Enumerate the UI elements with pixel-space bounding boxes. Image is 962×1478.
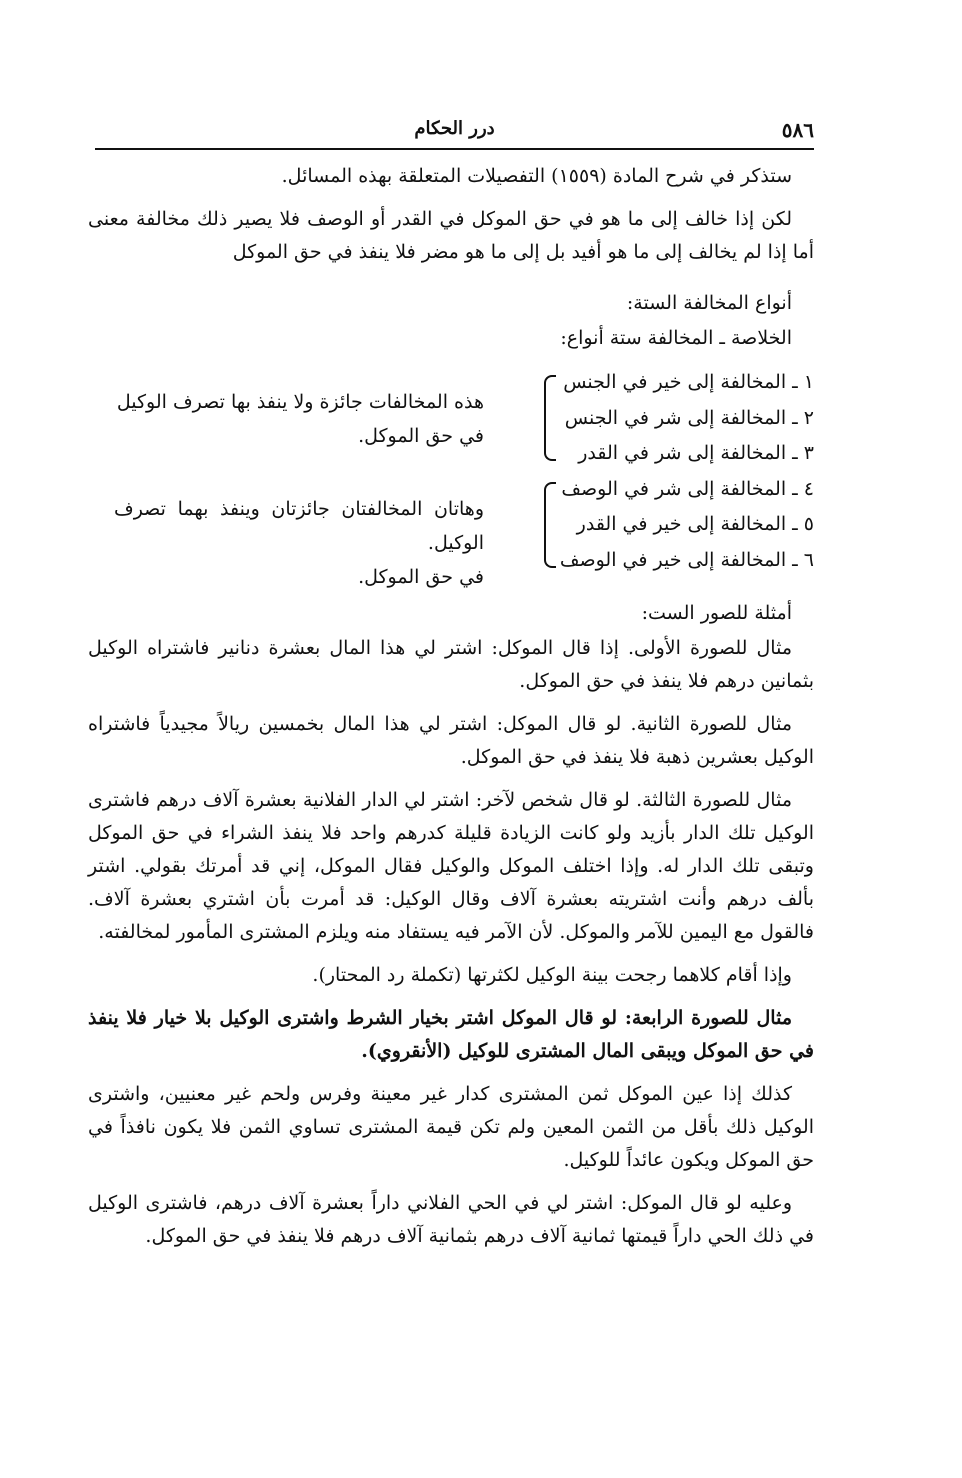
- example-paragraph: مثال للصورة الثالثة. لو قال شخص لآخر: اشتر لي الدار الفلانية بعشرة آلاف درهم فاشترى الوكيل تلك الدار بأزيد ولو كانت الزيادة قليلة كدرهم واحد فلا ينفذ الشراء في حق الموكل وتبقى تلك الدار له. وإذا اختلف الموكل والوكيل فقال الموكل، إني قد أمرتك بقولي. اشتر بألف درهم وأنت اشتريته بعشرة آلاف وقال الوكيل: قد أمرت بأن اشتري بعشرة آلاف. فالقول مع اليمين للآمر والموكل. لأن الآمر فيه يستفاد منه ويلزم المشترى المأمور لمخالفته.: [88, 789, 814, 943]
- paragraph: ستذكر في شرح المادة (١٥٥٩) التفصيلات المتعلقة بهذه المسائل.: [281, 165, 792, 187]
- list-item: ١ ـ المخالفة إلى خير في الجنس: [563, 371, 814, 393]
- example-paragraph: وإذا أقام كلاهما رجحت بينة الوكيل لكثرتها (تكملة رد المحتار).: [312, 964, 792, 986]
- note-group-2: [114, 492, 484, 594]
- note-line: هذه المخالفات جائزة ولا ينفذ بها تصرف الوكيل: [116, 391, 484, 413]
- note-line: في حق الموكل.: [358, 566, 484, 588]
- note-line: وهاتان المخالفتان جائزتان وينفذ بهما تصرف الوكيل.: [114, 498, 484, 554]
- page-header: [95, 118, 814, 150]
- example-paragraph: مثال للصورة الثانية. لو قال الموكل: اشتر لي هذا المال بخمسين ريالاً مجيدياً فاشتراه الوكيل بعشرين ذهبة فلا ينفذ في حق الموكل.: [88, 713, 814, 768]
- list-item: ٣ ـ المخالفة إلى شر في القدر: [578, 442, 814, 464]
- summary-line: الخلاصة ـ المخالفة ستة أنواع:: [560, 327, 792, 349]
- example-paragraph: مثال للصورة الرابعة: لو قال الموكل اشتر بخيار الشرط واشترى الوكيل بلا خيار فلا ينفذ في حق الموكل ويبقى المال المشترى للوكيل (الأنقروي).: [88, 1007, 814, 1062]
- list-item: ٢ ـ المخالفة إلى شر في الجنس: [564, 406, 814, 429]
- example-paragraph: وعليه لو قال الموكل: اشتر لي في الحي الفلاني داراً بعشرة آلاف درهم، فاشترى الوكيل في ذلك الحي داراً قيمتها ثمانية آلاف درهم بثمانية آلاف درهم فلا ينفذ في حق الموكل.: [88, 1192, 814, 1247]
- example-paragraph: مثال للصورة الأولى. إذا قال الموكل: اشتر لي هذا المال بعشرة دنانير فاشتراه الوكيل بثمانين درهم فلا ينفذ في حق الموكل.: [88, 637, 814, 692]
- section-heading: أنواع المخالفة الستة:: [626, 292, 792, 314]
- book-title: درر الحكام: [414, 118, 495, 139]
- list-item: ٦ ـ المخالفة إلى خير في الوصف: [559, 548, 814, 571]
- types-list-block: [88, 365, 814, 588]
- brace-group-2: [544, 482, 556, 568]
- example-paragraph: كذلك إذا عين الموكل ثمن المشترى كدار غير معينة وفرس ولحم غير معنيين، واشترى الوكيل ذلك بأقل من الثمن المعين ولم تكن قيمة المشترى تساوي الثمن فلا يكون نافذاً في حق الموكل ويكون عائداً للوكيل.: [88, 1083, 814, 1171]
- note-line: في حق الموكل.: [358, 425, 484, 447]
- paragraph: لكن إذا خالف إلى ما هو في حق الموكل في القدر أو الوصف فلا يصير ذلك مخالفة معنى أما إذا لم يخالف إلى ما هو أفيد بل إلى ما هو مضر فلا ينفذ في حق الموكل: [88, 208, 814, 263]
- note-group-1: [114, 385, 484, 453]
- page-body: [88, 160, 814, 1263]
- brace-group-1: [544, 375, 556, 461]
- list-item: ٥ ـ المخالفة إلى خير في القدر: [576, 513, 814, 535]
- list-item: ٤ ـ المخالفة إلى شر في الوصف: [561, 477, 814, 500]
- examples-heading: أمثلة للصور الست:: [641, 602, 792, 624]
- types-list: [554, 365, 814, 578]
- page-number: ٥٨٦: [781, 118, 814, 142]
